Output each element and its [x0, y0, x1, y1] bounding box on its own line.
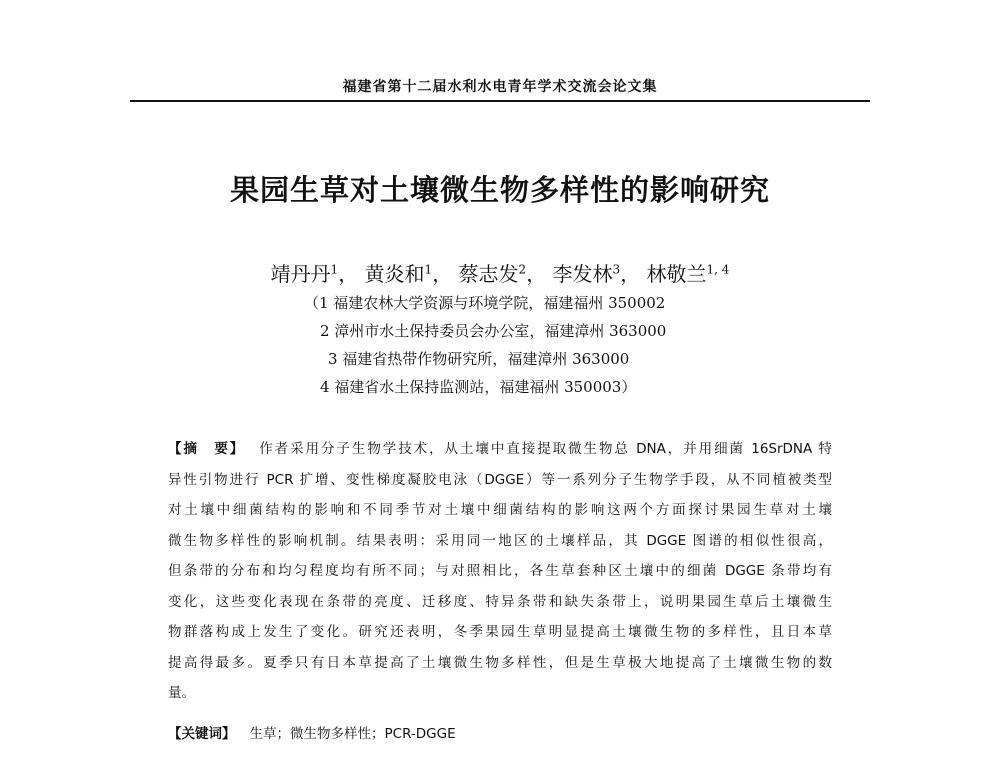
keywords-label: 【关键词】	[168, 726, 236, 742]
abstract-line: 对土壤中细菌结构的影响和不同季节对土壤中细菌结构的影响这两个方面探讨果园生草对土壤	[168, 502, 832, 518]
affiliation-2: 2 漳州市水土保持委员会办公室，福建漳州 363000	[320, 322, 667, 340]
paper-title: 果园生草对土壤微生物多样性的影响研究	[229, 173, 770, 207]
affiliation-3: 3 福建省热带作物研究所，福建漳州 363000	[328, 350, 630, 368]
author: 李发林$^3$，	[552, 262, 641, 286]
affiliation-1: （1 福建农林大学资源与环境学院，福建福州 350002	[304, 294, 666, 312]
abstract	[168, 434, 832, 709]
abstract-label: 【摘 要】	[168, 441, 246, 457]
abstract-line: 但条带的分布和均匀程度均有所不同；与对照相比，各生草套种区土壤中的细菌 DGGE 条带均有	[168, 563, 832, 579]
author: 靖丹丹$^1$，	[270, 262, 359, 286]
abstract-line: 物群落构成上发生了变化。研究还表明，冬季果园生草明显提高土壤微生物的多样性，且日本草	[168, 624, 832, 640]
author: 蔡志发$^2$，	[458, 262, 547, 286]
abstract-line: 异性引物进行 PCR 扩增、变性梯度凝胶电泳（DGGE）等一系列分子生物学手段，从不同植被类型	[168, 471, 832, 488]
keywords	[168, 722, 832, 742]
affiliation-4: 4 福建省水土保持监测站，福建福州 350003）	[320, 378, 637, 396]
abstract-line: 量。	[168, 685, 195, 701]
running-header: 福建省第十二届水利水电青年学术交流会论文集	[342, 79, 658, 95]
abstract-line: 微生物多样性的影响机制。结果表明：采用同一地区的土壤样品，其 DGGE 图谱的相似性很高，	[168, 532, 832, 549]
author-list	[100, 258, 900, 287]
abstract-line: 变化，这些变化表现在条带的亮度、迁移度、特异条带和缺失条带上，说明果园生草后土壤微生	[168, 593, 832, 610]
author: 黄炎和$^1$，	[364, 262, 453, 286]
abstract-line: 提高得最多。夏季只有日本草提高了土壤微生物多样性，但是生草极大地提高了土壤微生物的数	[168, 654, 832, 671]
author: 林敬兰$^{1, 4}$	[646, 262, 730, 286]
keywords-text: 生草；微生物多样性；PCR-DGGE	[249, 726, 456, 742]
header-rule	[130, 100, 870, 102]
abstract-line: 【摘 要】 作者采用分子生物学技术，从土壤中直接提取微生物总 DNA，并用细菌 16SrDNA 特	[168, 441, 832, 457]
